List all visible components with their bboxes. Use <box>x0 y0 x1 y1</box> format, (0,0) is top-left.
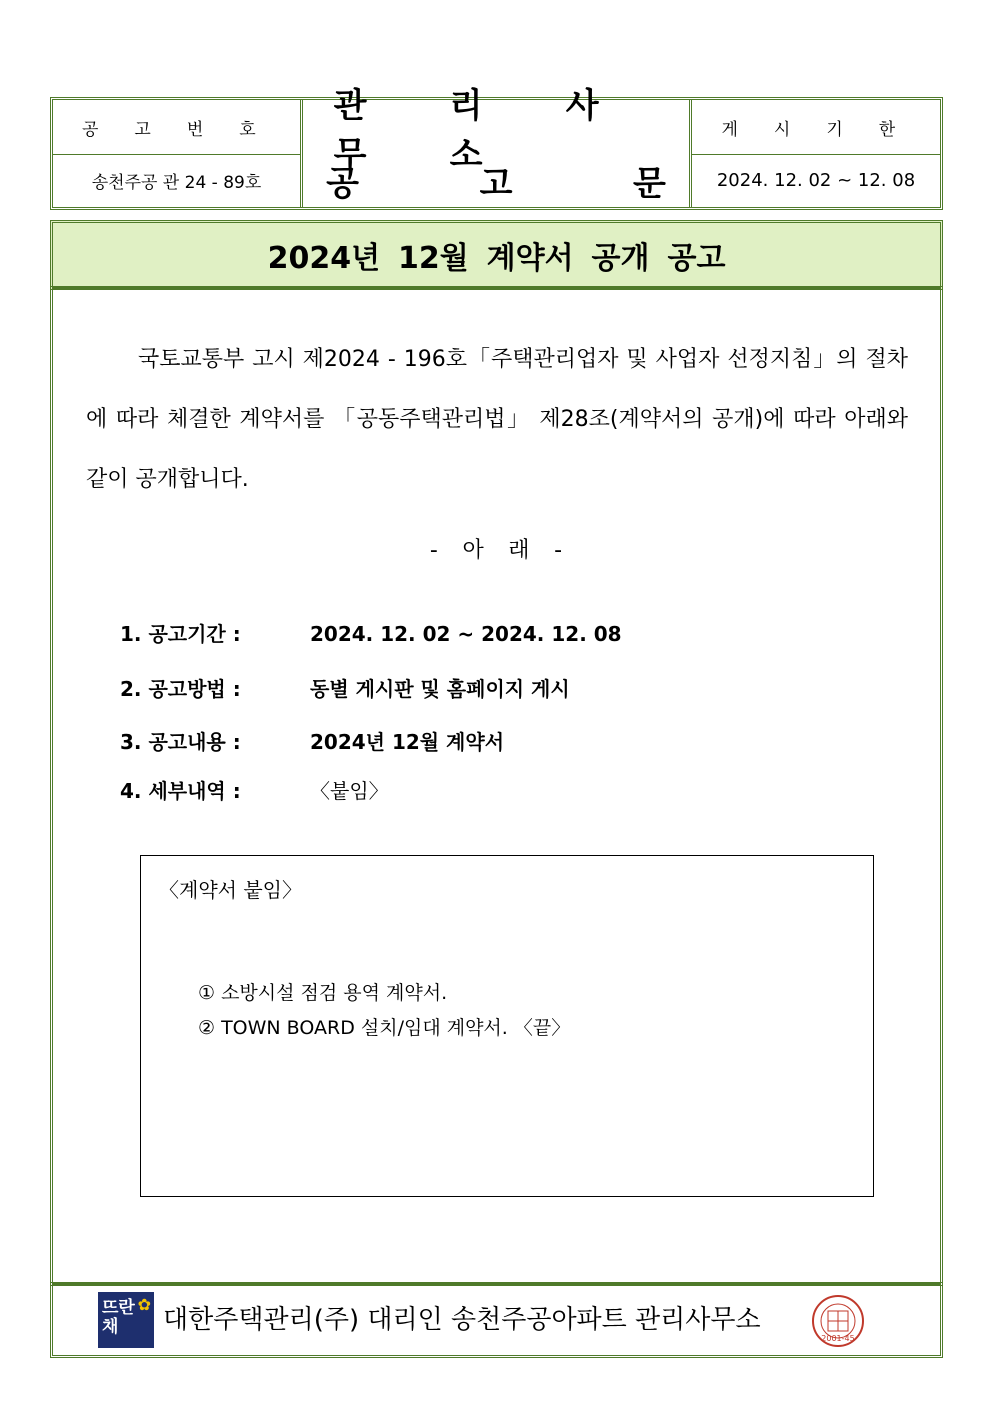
item-details <box>120 775 389 804</box>
item-value: 〈붙임〉 <box>310 779 389 803</box>
item-value: 동별 게시판 및 홈페이지 게시 <box>310 677 570 701</box>
item-label: 3. 공고내용 : <box>120 730 241 754</box>
item-label: 4. 세부내역 : <box>120 779 241 803</box>
item-value: 2024. 12. 02 ~ 2024. 12. 08 <box>310 622 622 646</box>
item-period <box>120 618 622 647</box>
notice-no: 송천주공 관 24 - 89호 <box>91 173 262 193</box>
notice-title: 공 고 문 <box>326 164 666 204</box>
header-table <box>50 86 943 210</box>
attachment-box <box>140 855 874 1197</box>
logo-text: 뜨란채 <box>102 1298 135 1337</box>
period-label: 게 시 기 한 <box>721 119 911 140</box>
intro-paragraph <box>86 330 908 510</box>
item-method <box>120 673 570 702</box>
item-label: 1. 공고기간 : <box>120 622 241 646</box>
posting-period: 2024. 12. 02 ~ 12. 08 <box>716 170 916 191</box>
ttranchae-logo <box>98 1292 154 1348</box>
document-title: 2024년 12월 계약서 공개 공고 <box>267 241 726 276</box>
document-title-box <box>50 220 943 290</box>
notice-no-label: 공 고 번 호 <box>82 119 271 140</box>
organization-name: 대한주택관리(주) 대리인 송천주공아파트 관리사무소 <box>163 1305 761 1335</box>
item-content <box>120 726 504 755</box>
flower-icon: ✿ <box>137 1295 151 1314</box>
intro-text: 국토교통부 고시 제2024 - 196호「주택관리업자 및 사업자 선정지침」의 절차에 따라 체결한 계약서를 「공동주택관리법」 제28조(계약서의 공개)에 따라 아래와 같이 공개합니다. <box>86 347 908 492</box>
attachment-heading: 〈계약서 붙임〉 <box>159 878 302 902</box>
office-title: 관 리 사 무 소 <box>333 86 635 175</box>
attachment-item: ② TOWN BOARD 설치/임대 계약서. 〈끝〉 <box>198 1017 571 1039</box>
attachment-item: ① 소방시설 점검 용역 계약서. <box>198 982 448 1004</box>
footer-bar <box>50 1282 943 1358</box>
seal-number: 2001-45 <box>821 1334 855 1343</box>
item-value: 2024년 12월 계약서 <box>310 730 505 754</box>
item-label: 2. 공고방법 : <box>120 677 241 701</box>
official-seal <box>811 1294 865 1348</box>
below-marker: - 아 래 - <box>429 538 563 563</box>
